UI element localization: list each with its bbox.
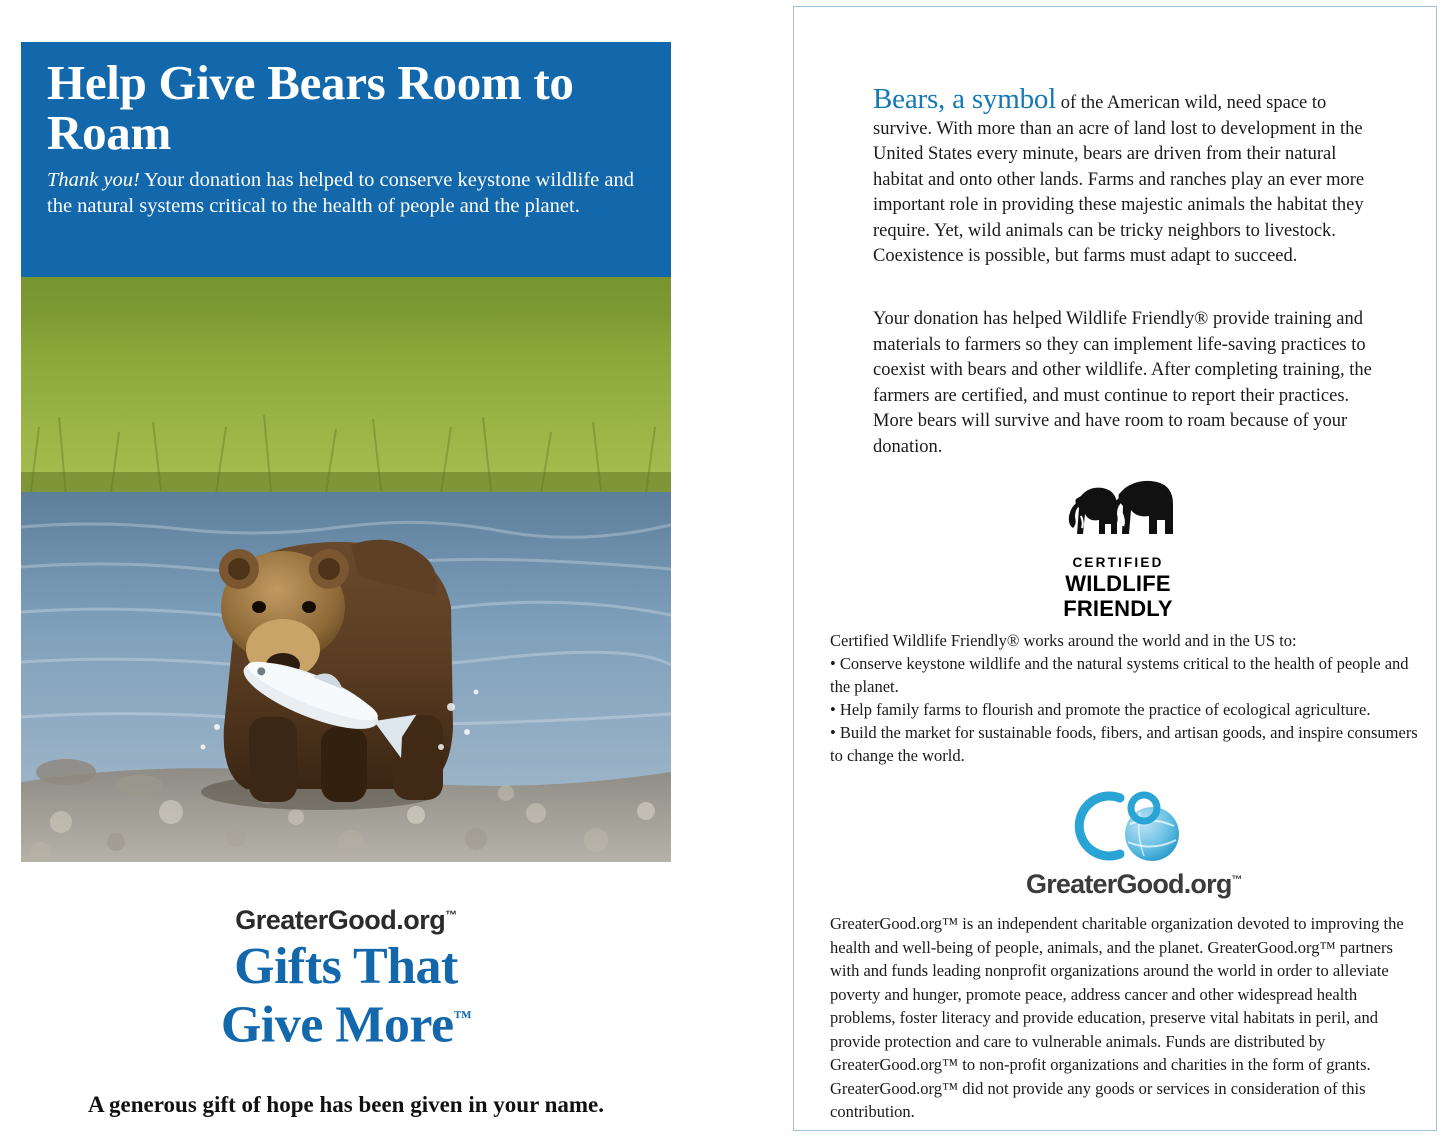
lead-heading: Bears, a symbol [873,83,1057,115]
badge-friendly-text: FRIENDLY [1063,596,1173,621]
bear-photo [21,277,671,862]
elephants-icon [1059,472,1177,550]
gifts-that-give-more-title [21,938,671,1054]
logo-line-1: Gifts That [234,938,458,995]
logo-line-2 [21,992,671,1054]
closing-statement: A generous gift of hope has been given in your name. [87,1092,605,1117]
cwf-bullet-3: • Build the market for sustainable foods, fibers, and artisan goods, and inspire consumers to change the world. [830,723,1418,765]
certified-wildlife-friendly-description [830,629,1418,767]
lead-paragraph [873,85,1373,270]
header-subtitle-body: Your donation has helped to conserve keystone wildlife and the natural systems critical to the health of people and the planet. [47,169,634,217]
right-card-content [794,7,1438,1132]
greatergood-disclosure [830,912,1420,1124]
greatergood-wordmark-text: GreaterGood.org [235,905,446,935]
logo-line-2-text: Give More [220,996,454,1054]
greatergood-globe-icon [1060,782,1192,868]
certified-wildlife-friendly-badge [1053,472,1183,620]
bear-photo-illustration [21,277,671,862]
gifts-that-give-more-logo [21,905,671,1054]
cwf-bullet-2: • Help family farms to flourish and promote the practice of ecological agriculture. [830,700,1371,719]
greatergood-logo-wordmark [1026,869,1242,900]
logo-tm: ™ [453,1007,472,1027]
lead-body: of the American wild, need space to survive. With more than an acre of land lost to development in the United States every minute, bears are driven from their natural habitat and onto other lands. Farms and ranches play an ever more important role in providing these majestic animals the habitat they require. Yet, wild animals can be tricky neighbors to livestock. Coexistence is possible, but farms must adapt to succeed. [873,93,1365,266]
greatergood-tm: ™ [445,908,457,922]
greatergood-disclosure-text: GreaterGood.org™ is an independent charitable organization devoted to improving the health and well-being of people, animals, and the planet. GreaterGood.org™ partners with and funds leading nonprofit organizations around the world in order to alleviate poverty and hunger, promote peace, address cancer and other widespread health problems, foster literacy and provide education, preserve vital habitats in peril, and provide protection and care to vulnerable animals. Funds are distributed by GreaterGood.org™ to non-profit organizations and charities in the form of grants. GreaterGood.org™ did not provide any goods or services in consideration of this contribution. [830,914,1404,1121]
left-card [0,0,700,1139]
greatergood-wordmark [21,905,671,936]
page-title: Help Give Bears Room to Roam [47,55,574,160]
header-subtitle [47,168,645,219]
right-card [793,6,1437,1131]
badge-certified-text: CERTIFIED [1072,555,1164,570]
cwf-bullet-1: • Conserve keystone wildlife and the natural systems critical to the health of people and the planet. [830,654,1409,696]
greatergood-logo-tm: ™ [1231,874,1242,886]
greatergood-logo [1026,782,1242,900]
thank-you-text: Thank you! [47,169,140,191]
cwf-intro: Certified Wildlife Friendly® works around the world and in the US to: [830,631,1297,650]
badge-wildlife-text: WILDLIFE [1065,571,1171,596]
greatergood-logo-text: GreaterGood.org [1026,869,1232,899]
donation-paragraph: Your donation has helped Wildlife Friendly® provide training and materials to farmers so they can implement life-saving practices to coexist with bears and other wildlife. After completing training, the farmers are certified, and must continue to report their practices. More bears will survive and have room to roam because of your donation. [873,309,1372,457]
header-band [21,42,671,277]
